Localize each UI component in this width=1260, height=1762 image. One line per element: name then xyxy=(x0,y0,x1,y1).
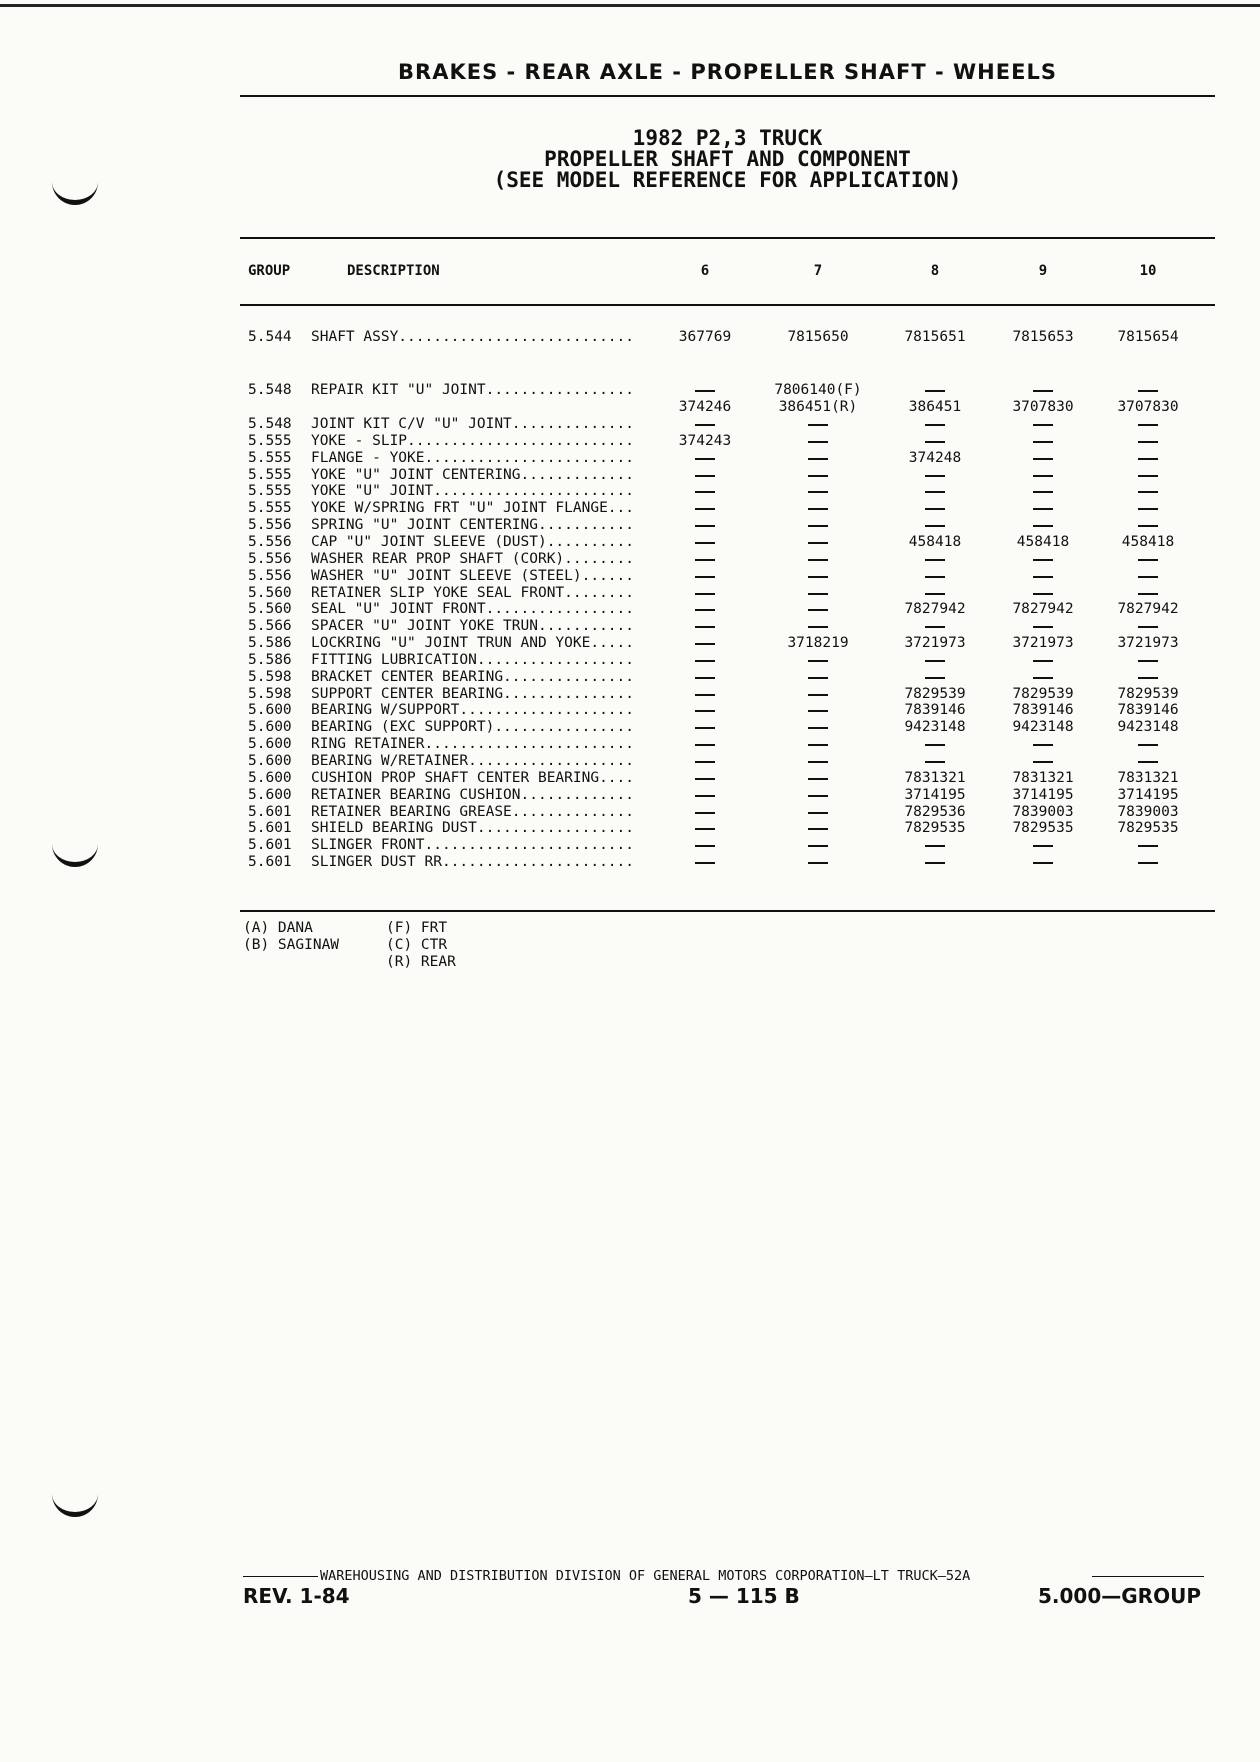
part-number: 9423148 xyxy=(1117,719,1179,736)
part-number: 3714195 xyxy=(904,786,966,803)
not-applicable-dash xyxy=(695,761,715,763)
row-group-code: 5.555 xyxy=(248,466,292,483)
part-number: 374246 xyxy=(678,399,732,415)
not-applicable-dash xyxy=(695,828,715,830)
row-description: FITTING LUBRICATION.................. xyxy=(311,651,635,668)
not-applicable-dash xyxy=(1138,559,1158,561)
part-number: 7839146 xyxy=(904,702,966,719)
not-applicable-dash xyxy=(695,643,715,645)
not-applicable-dash xyxy=(695,525,715,527)
title-line-2: PROPELLER SHAFT AND COMPONENT xyxy=(544,147,911,171)
part-number: 7829535 xyxy=(1117,820,1179,837)
row-group-code: 5.601 xyxy=(248,837,292,854)
row-description: SLINGER DUST RR...................... xyxy=(311,854,635,871)
row-description: CUSHION PROP SHAFT CENTER BEARING.... xyxy=(311,769,635,786)
not-applicable-dash xyxy=(1138,424,1158,426)
not-applicable-dash xyxy=(1033,424,1053,426)
col-header-6: 6 xyxy=(700,263,710,279)
not-applicable-dash xyxy=(925,475,945,477)
row-description: SEAL "U" JOINT FRONT................. xyxy=(311,601,635,618)
not-applicable-dash xyxy=(1033,761,1053,763)
not-applicable-dash xyxy=(808,424,828,426)
row-description: SPACER "U" JOINT YOKE TRUN........... xyxy=(311,618,635,635)
not-applicable-dash xyxy=(1033,744,1053,746)
not-applicable-dash xyxy=(925,390,945,392)
row-group-code: 5.600 xyxy=(248,736,292,753)
row-group-code: 5.556 xyxy=(248,550,292,567)
not-applicable-dash xyxy=(808,845,828,847)
not-applicable-dash xyxy=(695,424,715,426)
not-applicable-dash xyxy=(925,525,945,527)
part-number: 458418 xyxy=(908,533,962,550)
row-group-code: 5.544 xyxy=(248,329,292,345)
not-applicable-dash xyxy=(925,559,945,561)
row-group-code: 5.548 xyxy=(248,416,292,432)
col-header-8: 8 xyxy=(930,263,940,279)
not-applicable-dash xyxy=(695,626,715,628)
part-number: 367769 xyxy=(678,329,732,345)
not-applicable-dash xyxy=(808,475,828,477)
header-rule xyxy=(240,95,1215,97)
part-number: 7806140(F) xyxy=(774,382,862,398)
not-applicable-dash xyxy=(808,593,828,595)
part-number: 3714195 xyxy=(1117,786,1179,803)
not-applicable-dash xyxy=(695,727,715,729)
row-group-code: 5.555 xyxy=(248,500,292,517)
binder-hole-mark xyxy=(52,838,98,867)
binder-hole-mark xyxy=(52,176,98,205)
not-applicable-dash xyxy=(808,778,828,780)
not-applicable-dash xyxy=(925,593,945,595)
not-applicable-dash xyxy=(695,710,715,712)
not-applicable-dash xyxy=(1138,845,1158,847)
part-number: 7829539 xyxy=(1117,685,1179,702)
not-applicable-dash xyxy=(695,390,715,392)
part-number: 458418 xyxy=(1016,533,1070,550)
row-description: FLANGE - YOKE........................ xyxy=(311,449,635,466)
row-group-code: 5.601 xyxy=(248,854,292,871)
not-applicable-dash xyxy=(1033,508,1053,510)
not-applicable-dash xyxy=(925,744,945,746)
not-applicable-dash xyxy=(1138,744,1158,746)
not-applicable-dash xyxy=(1138,475,1158,477)
part-number: 374248 xyxy=(908,449,962,466)
not-applicable-dash xyxy=(925,677,945,679)
not-applicable-dash xyxy=(695,744,715,746)
not-applicable-dash xyxy=(695,812,715,814)
part-number: 3714195 xyxy=(1012,786,1074,803)
not-applicable-dash xyxy=(808,458,828,460)
page-top-edge xyxy=(0,4,1260,7)
part-number: 7831321 xyxy=(1012,769,1074,786)
not-applicable-dash xyxy=(1033,458,1053,460)
part-number: 9423148 xyxy=(1012,719,1074,736)
not-applicable-dash xyxy=(808,828,828,830)
legend-item: (B) SAGINAW xyxy=(243,937,340,953)
not-applicable-dash xyxy=(925,660,945,662)
not-applicable-dash xyxy=(695,862,715,864)
row-group-code: 5.600 xyxy=(248,702,292,719)
row-group-code: 5.600 xyxy=(248,769,292,786)
row-description: LOCKRING "U" JOINT TRUN AND YOKE..... xyxy=(311,635,635,652)
row-group-code: 5.548 xyxy=(248,382,292,398)
not-applicable-dash xyxy=(1033,475,1053,477)
not-applicable-dash xyxy=(925,508,945,510)
not-applicable-dash xyxy=(1138,677,1158,679)
not-applicable-dash xyxy=(1138,525,1158,527)
row-description: YOKE "U" JOINT CENTERING............. xyxy=(311,466,635,483)
row-description: RETAINER BEARING GREASE.............. xyxy=(311,803,635,820)
col-header-7: 7 xyxy=(813,263,823,279)
legend-item: (C) CTR xyxy=(386,937,448,953)
part-number: 7839146 xyxy=(1012,702,1074,719)
not-applicable-dash xyxy=(808,795,828,797)
part-number: 7829539 xyxy=(1012,685,1074,702)
row-group-code: 5.586 xyxy=(248,651,292,668)
not-applicable-dash xyxy=(1033,390,1053,392)
row-description: RETAINER SLIP YOKE SEAL FRONT........ xyxy=(311,584,635,601)
part-number: 7815653 xyxy=(1012,329,1074,345)
not-applicable-dash xyxy=(1138,491,1158,493)
not-applicable-dash xyxy=(808,660,828,662)
not-applicable-dash xyxy=(1033,525,1053,527)
row-description: RETAINER BEARING CUSHION............. xyxy=(311,786,635,803)
part-number: 7839003 xyxy=(1117,803,1179,820)
not-applicable-dash xyxy=(1033,441,1053,443)
row-description: RING RETAINER........................ xyxy=(311,736,635,753)
row-group-code: 5.560 xyxy=(248,584,292,601)
not-applicable-dash xyxy=(808,694,828,696)
not-applicable-dash xyxy=(695,491,715,493)
not-applicable-dash xyxy=(808,525,828,527)
part-number: 386451 xyxy=(908,399,962,415)
row-description: BEARING W/RETAINER................... xyxy=(311,753,635,769)
col-header-description: DESCRIPTION xyxy=(347,263,440,279)
not-applicable-dash xyxy=(1138,441,1158,443)
row-description: WASHER REAR PROP SHAFT (CORK)........ xyxy=(311,550,635,567)
part-number: 3707830 xyxy=(1117,399,1179,415)
part-number: 7829535 xyxy=(1012,820,1074,837)
not-applicable-dash xyxy=(808,559,828,561)
part-number: 7827942 xyxy=(1012,601,1074,618)
table-bottom-rule xyxy=(240,910,1215,912)
row-group-code: 5.601 xyxy=(248,803,292,820)
row-description: SHAFT ASSY........................... xyxy=(311,329,635,345)
row-description: YOKE - SLIP.......................... xyxy=(311,432,635,449)
group-label: 5.000—GROUP xyxy=(1038,1584,1201,1608)
part-number: 3707830 xyxy=(1012,399,1074,415)
row-group-code: 5.556 xyxy=(248,517,292,534)
not-applicable-dash xyxy=(808,677,828,679)
not-applicable-dash xyxy=(925,862,945,864)
not-applicable-dash xyxy=(1138,761,1158,763)
not-applicable-dash xyxy=(1138,626,1158,628)
row-description: YOKE "U" JOINT....................... xyxy=(311,483,635,500)
row-description: BEARING (EXC SUPPORT)................ xyxy=(311,719,635,736)
not-applicable-dash xyxy=(1138,508,1158,510)
not-applicable-dash xyxy=(808,626,828,628)
row-description: BRACKET CENTER BEARING............... xyxy=(311,668,635,685)
not-applicable-dash xyxy=(695,778,715,780)
not-applicable-dash xyxy=(808,441,828,443)
not-applicable-dash xyxy=(808,744,828,746)
not-applicable-dash xyxy=(1033,677,1053,679)
col-header-group: GROUP xyxy=(248,263,291,279)
part-number: 7815651 xyxy=(904,329,966,345)
row-group-code: 5.555 xyxy=(248,432,292,449)
not-applicable-dash xyxy=(695,795,715,797)
row-description: JOINT KIT C/V "U" JOINT.............. xyxy=(311,416,635,432)
not-applicable-dash xyxy=(1033,593,1053,595)
not-applicable-dash xyxy=(925,845,945,847)
not-applicable-dash xyxy=(695,593,715,595)
not-applicable-dash xyxy=(925,424,945,426)
not-applicable-dash xyxy=(808,710,828,712)
table-top-rule xyxy=(240,237,1215,239)
part-number: 7839146 xyxy=(1117,702,1179,719)
row-description: BEARING W/SUPPORT.................... xyxy=(311,702,635,719)
not-applicable-dash xyxy=(925,441,945,443)
row-description: REPAIR KIT "U" JOINT................. xyxy=(311,382,635,398)
row-group-code: 5.555 xyxy=(248,483,292,500)
title-line-3: (SEE MODEL REFERENCE FOR APPLICATION) xyxy=(493,168,962,192)
part-number: 3721973 xyxy=(1117,635,1179,652)
title-line-1: 1982 P2,3 TRUCK xyxy=(632,126,823,150)
not-applicable-dash xyxy=(695,542,715,544)
not-applicable-dash xyxy=(925,576,945,578)
legend-item: (F) FRT xyxy=(386,920,448,936)
page-header: BRAKES - REAR AXLE - PROPELLER SHAFT - WHEELS xyxy=(398,60,1057,84)
not-applicable-dash xyxy=(1033,576,1053,578)
binder-hole-mark xyxy=(52,1488,98,1517)
not-applicable-dash xyxy=(1033,559,1053,561)
col-header-10: 10 xyxy=(1139,263,1157,279)
not-applicable-dash xyxy=(808,761,828,763)
not-applicable-dash xyxy=(808,609,828,611)
part-number: 7839003 xyxy=(1012,803,1074,820)
row-group-code: 5.601 xyxy=(248,820,292,837)
row-description: SUPPORT CENTER BEARING............... xyxy=(311,685,635,702)
row-description: SPRING "U" JOINT CENTERING........... xyxy=(311,517,635,534)
row-group-code: 5.600 xyxy=(248,753,292,769)
legend-item: (R) REAR xyxy=(386,954,456,970)
not-applicable-dash xyxy=(808,812,828,814)
part-number: 9423148 xyxy=(904,719,966,736)
revision-label: REV. 1-84 xyxy=(243,1584,350,1608)
not-applicable-dash xyxy=(695,677,715,679)
not-applicable-dash xyxy=(695,458,715,460)
part-number: 7815650 xyxy=(787,329,849,345)
row-description: SHIELD BEARING DUST.................. xyxy=(311,820,635,837)
not-applicable-dash xyxy=(695,559,715,561)
not-applicable-dash xyxy=(1138,390,1158,392)
not-applicable-dash xyxy=(1138,660,1158,662)
not-applicable-dash xyxy=(695,660,715,662)
not-applicable-dash xyxy=(695,845,715,847)
not-applicable-dash xyxy=(925,761,945,763)
table-header-rule xyxy=(240,304,1215,306)
part-number: 458418 xyxy=(1121,533,1175,550)
not-applicable-dash xyxy=(1033,491,1053,493)
not-applicable-dash xyxy=(695,694,715,696)
part-number: 7829539 xyxy=(904,685,966,702)
page-number: 5 — 115 B xyxy=(688,1584,800,1608)
not-applicable-dash xyxy=(1033,626,1053,628)
footer-rule-right xyxy=(1092,1576,1204,1577)
part-number: 7829536 xyxy=(904,803,966,820)
row-group-code: 5.556 xyxy=(248,567,292,584)
part-number: 386451(R) xyxy=(778,399,858,415)
row-group-code: 5.566 xyxy=(248,618,292,635)
not-applicable-dash xyxy=(695,576,715,578)
not-applicable-dash xyxy=(1138,862,1158,864)
not-applicable-dash xyxy=(1138,458,1158,460)
row-group-code: 5.600 xyxy=(248,719,292,736)
not-applicable-dash xyxy=(925,491,945,493)
row-group-code: 5.555 xyxy=(248,449,292,466)
part-number: 3721973 xyxy=(904,635,966,652)
not-applicable-dash xyxy=(808,508,828,510)
footer-rule-left xyxy=(243,1576,318,1577)
not-applicable-dash xyxy=(1033,845,1053,847)
footer-division: WAREHOUSING AND DISTRIBUTION DIVISION OF GENERAL MOTORS CORPORATION—LT TRUCK—52A xyxy=(320,1568,971,1584)
row-group-code: 5.600 xyxy=(248,786,292,803)
row-group-code: 5.556 xyxy=(248,533,292,550)
not-applicable-dash xyxy=(695,609,715,611)
row-description: WASHER "U" JOINT SLEEVE (STEEL)...... xyxy=(311,567,635,584)
not-applicable-dash xyxy=(1033,862,1053,864)
not-applicable-dash xyxy=(808,542,828,544)
legend-item: (A) DANA xyxy=(243,920,313,936)
row-group-code: 5.586 xyxy=(248,635,292,652)
not-applicable-dash xyxy=(1138,593,1158,595)
part-number: 3721973 xyxy=(1012,635,1074,652)
part-number: 7827942 xyxy=(904,601,966,618)
not-applicable-dash xyxy=(925,626,945,628)
col-header-9: 9 xyxy=(1038,263,1048,279)
part-number: 3718219 xyxy=(787,635,849,652)
row-group-code: 5.560 xyxy=(248,601,292,618)
not-applicable-dash xyxy=(808,491,828,493)
part-number: 7831321 xyxy=(904,769,966,786)
row-group-code: 5.598 xyxy=(248,668,292,685)
row-group-code: 5.598 xyxy=(248,685,292,702)
not-applicable-dash xyxy=(1138,576,1158,578)
part-number: 374243 xyxy=(678,432,732,449)
row-description: YOKE W/SPRING FRT "U" JOINT FLANGE... xyxy=(311,500,635,517)
not-applicable-dash xyxy=(695,475,715,477)
not-applicable-dash xyxy=(808,576,828,578)
not-applicable-dash xyxy=(808,727,828,729)
row-description: CAP "U" JOINT SLEEVE (DUST).......... xyxy=(311,533,635,550)
not-applicable-dash xyxy=(1033,660,1053,662)
part-number: 7827942 xyxy=(1117,601,1179,618)
row-description: SLINGER FRONT........................ xyxy=(311,837,635,854)
part-number: 7831321 xyxy=(1117,769,1179,786)
not-applicable-dash xyxy=(695,508,715,510)
document-title xyxy=(240,128,1215,191)
part-number: 7829535 xyxy=(904,820,966,837)
part-number: 7815654 xyxy=(1117,329,1179,345)
not-applicable-dash xyxy=(808,862,828,864)
